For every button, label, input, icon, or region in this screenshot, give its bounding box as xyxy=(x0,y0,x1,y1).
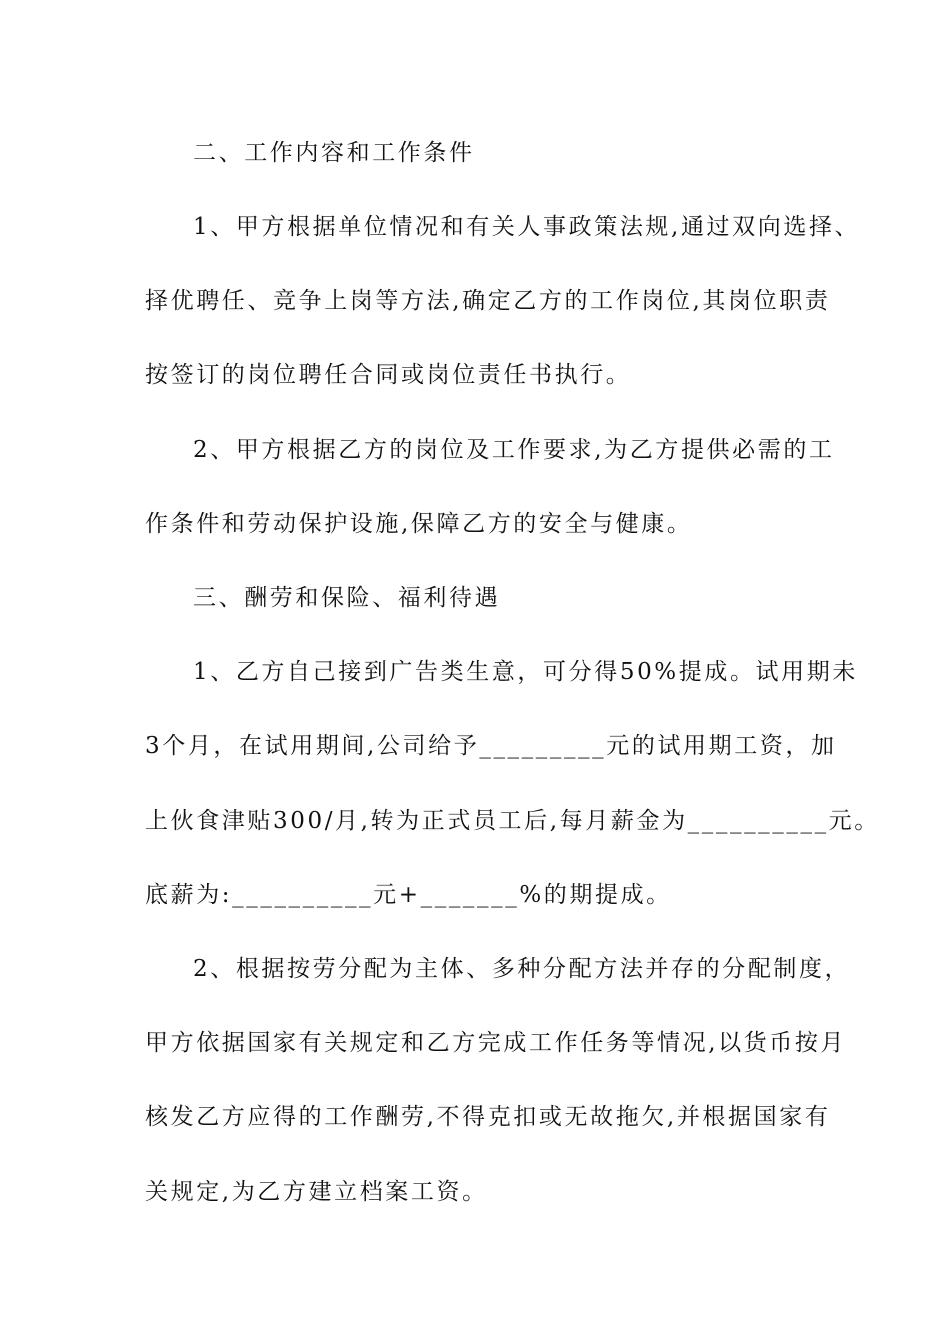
paragraph-line: 3个月，在试用期间,公司给予_________元的试用期工资，加 xyxy=(145,733,837,759)
paragraph-line: 关规定,为乙方建立档案工资。 xyxy=(145,1179,488,1205)
section-heading-work-content: 二、工作内容和工作条件 xyxy=(193,140,475,166)
paragraph-line: 1、甲方根据单位情况和有关人事政策法规,通过双向选择、 xyxy=(193,214,861,240)
section-heading-compensation: 三、酬劳和保险、福利待遇 xyxy=(193,585,501,611)
paragraph-line: 择优聘任、竞争上岗等方法,确定乙方的工作岗位,其岗位职责 xyxy=(145,288,831,314)
paragraph-line: 2、根据按劳分配为主体、多种分配方法并存的分配制度， xyxy=(193,956,851,982)
paragraph-line: 作条件和劳动保护设施,保障乙方的安全与健康。 xyxy=(145,511,693,537)
paragraph-line: 甲方依据国家有关规定和乙方完成工作任务等情况,以货币按月 xyxy=(145,1030,847,1056)
paragraph-line: 核发乙方应得的工作酬劳,不得克扣或无故拖欠,并根据国家有 xyxy=(145,1104,831,1130)
paragraph-line: 1、乙方自己接到广告类生意，可分得50%提成。试用期未 xyxy=(193,659,858,685)
paragraph-line: 按签订的岗位聘任合同或岗位责任书执行。 xyxy=(145,362,632,388)
paragraph-line: 底薪为:__________元+_______%的期提成。 xyxy=(145,882,672,908)
paragraph-line: 2、甲方根据乙方的岗位及工作要求,为乙方提供必需的工 xyxy=(193,437,835,463)
paragraph-line: 上伙食津贴300/月,转为正式员工后,每月薪金为__________元。 xyxy=(145,808,880,834)
